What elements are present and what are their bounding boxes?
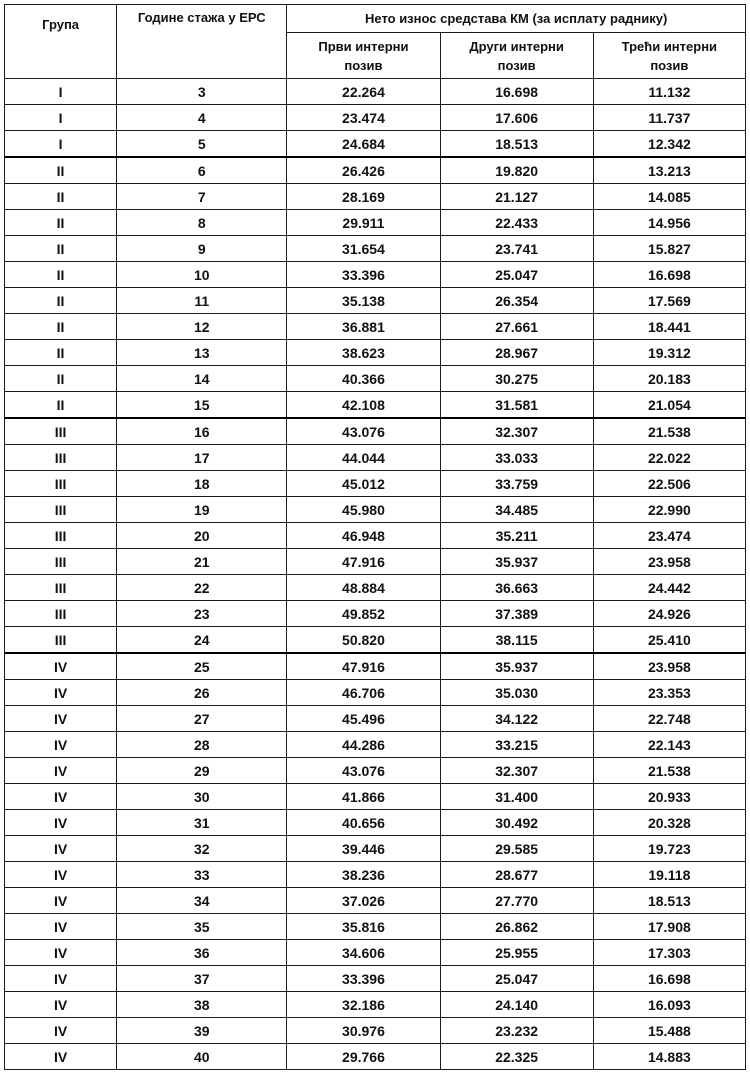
cell-group: II <box>5 236 117 262</box>
cell-first-call: 23.474 <box>287 105 440 131</box>
cell-third-call: 13.213 <box>593 157 745 184</box>
cell-third-call: 16.698 <box>593 966 745 992</box>
cell-first-call: 35.816 <box>287 914 440 940</box>
cell-years: 22 <box>117 575 287 601</box>
cell-second-call: 31.400 <box>440 784 593 810</box>
cell-years: 37 <box>117 966 287 992</box>
cell-second-call: 35.937 <box>440 653 593 680</box>
header-third-call: Трећи интерни позив <box>593 33 745 79</box>
cell-first-call: 41.866 <box>287 784 440 810</box>
cell-group: IV <box>5 836 117 862</box>
cell-first-call: 30.976 <box>287 1018 440 1044</box>
cell-second-call: 22.433 <box>440 210 593 236</box>
cell-second-call: 35.937 <box>440 549 593 575</box>
cell-third-call: 23.353 <box>593 680 745 706</box>
cell-third-call: 22.143 <box>593 732 745 758</box>
cell-second-call: 25.047 <box>440 966 593 992</box>
cell-group: II <box>5 314 117 340</box>
cell-third-call: 16.093 <box>593 992 745 1018</box>
cell-second-call: 27.661 <box>440 314 593 340</box>
cell-third-call: 20.183 <box>593 366 745 392</box>
cell-second-call: 33.759 <box>440 471 593 497</box>
table-row <box>5 836 746 862</box>
cell-third-call: 24.926 <box>593 601 745 627</box>
cell-third-call: 17.303 <box>593 940 745 966</box>
cell-years: 35 <box>117 914 287 940</box>
table-row <box>5 210 746 236</box>
cell-second-call: 33.033 <box>440 445 593 471</box>
cell-group: IV <box>5 914 117 940</box>
cell-years: 19 <box>117 497 287 523</box>
table-row <box>5 653 746 680</box>
cell-years: 31 <box>117 810 287 836</box>
cell-first-call: 43.076 <box>287 418 440 445</box>
cell-third-call: 22.022 <box>593 445 745 471</box>
cell-first-call: 44.286 <box>287 732 440 758</box>
cell-group: III <box>5 418 117 445</box>
cell-years: 9 <box>117 236 287 262</box>
cell-group: III <box>5 445 117 471</box>
cell-group: IV <box>5 966 117 992</box>
table-row <box>5 471 746 497</box>
cell-second-call: 28.967 <box>440 340 593 366</box>
cell-first-call: 47.916 <box>287 653 440 680</box>
table-row <box>5 992 746 1018</box>
cell-group: IV <box>5 784 117 810</box>
cell-third-call: 21.538 <box>593 758 745 784</box>
cell-group: I <box>5 79 117 105</box>
cell-first-call: 31.654 <box>287 236 440 262</box>
cell-years: 36 <box>117 940 287 966</box>
cell-third-call: 22.990 <box>593 497 745 523</box>
cell-first-call: 37.026 <box>287 888 440 914</box>
cell-years: 16 <box>117 418 287 445</box>
cell-second-call: 22.325 <box>440 1044 593 1070</box>
cell-years: 28 <box>117 732 287 758</box>
cell-first-call: 46.706 <box>287 680 440 706</box>
table-body <box>5 79 746 1070</box>
table-row <box>5 810 746 836</box>
cell-group: II <box>5 262 117 288</box>
table-row <box>5 366 746 392</box>
cell-third-call: 16.698 <box>593 262 745 288</box>
cell-first-call: 40.656 <box>287 810 440 836</box>
cell-first-call: 29.766 <box>287 1044 440 1070</box>
cell-second-call: 32.307 <box>440 758 593 784</box>
cell-second-call: 24.140 <box>440 992 593 1018</box>
cell-group: III <box>5 523 117 549</box>
table-row <box>5 706 746 732</box>
cell-years: 39 <box>117 1018 287 1044</box>
cell-group: III <box>5 575 117 601</box>
cell-third-call: 14.883 <box>593 1044 745 1070</box>
cell-third-call: 18.513 <box>593 888 745 914</box>
cell-years: 15 <box>117 392 287 419</box>
cell-third-call: 14.085 <box>593 184 745 210</box>
cell-group: III <box>5 627 117 654</box>
cell-years: 38 <box>117 992 287 1018</box>
cell-group: II <box>5 340 117 366</box>
cell-years: 12 <box>117 314 287 340</box>
cell-years: 33 <box>117 862 287 888</box>
table-row <box>5 236 746 262</box>
cell-first-call: 45.496 <box>287 706 440 732</box>
cell-second-call: 21.127 <box>440 184 593 210</box>
table-row <box>5 262 746 288</box>
cell-years: 20 <box>117 523 287 549</box>
cell-first-call: 47.916 <box>287 549 440 575</box>
cell-first-call: 34.606 <box>287 940 440 966</box>
cell-second-call: 33.215 <box>440 732 593 758</box>
cell-years: 13 <box>117 340 287 366</box>
table-row <box>5 627 746 654</box>
table-row <box>5 575 746 601</box>
cell-first-call: 28.169 <box>287 184 440 210</box>
cell-group: III <box>5 471 117 497</box>
cell-years: 32 <box>117 836 287 862</box>
cell-group: III <box>5 497 117 523</box>
cell-first-call: 43.076 <box>287 758 440 784</box>
header-first-call: Први интерни позив <box>287 33 440 79</box>
cell-first-call: 49.852 <box>287 601 440 627</box>
cell-years: 7 <box>117 184 287 210</box>
table-row <box>5 940 746 966</box>
cell-years: 21 <box>117 549 287 575</box>
cell-first-call: 38.623 <box>287 340 440 366</box>
cell-group: IV <box>5 706 117 732</box>
table-row <box>5 497 746 523</box>
cell-third-call: 20.328 <box>593 810 745 836</box>
table-row <box>5 392 746 419</box>
cell-group: I <box>5 131 117 158</box>
cell-third-call: 22.506 <box>593 471 745 497</box>
table-row <box>5 758 746 784</box>
cell-group: III <box>5 601 117 627</box>
cell-years: 29 <box>117 758 287 784</box>
cell-group: IV <box>5 992 117 1018</box>
header-second-call: Други интерни позив <box>440 33 593 79</box>
header-net-amount: Нето износ средстава КМ (за исплату раднику) <box>287 5 746 33</box>
table-row <box>5 418 746 445</box>
payment-table <box>4 4 746 1070</box>
cell-group: IV <box>5 1044 117 1070</box>
cell-group: IV <box>5 888 117 914</box>
table-row <box>5 549 746 575</box>
cell-third-call: 25.410 <box>593 627 745 654</box>
cell-years: 40 <box>117 1044 287 1070</box>
cell-group: II <box>5 366 117 392</box>
cell-second-call: 30.492 <box>440 810 593 836</box>
cell-second-call: 18.513 <box>440 131 593 158</box>
cell-third-call: 14.956 <box>593 210 745 236</box>
table-row <box>5 680 746 706</box>
cell-years: 18 <box>117 471 287 497</box>
cell-first-call: 24.684 <box>287 131 440 158</box>
cell-group: IV <box>5 810 117 836</box>
cell-group: II <box>5 392 117 419</box>
cell-second-call: 35.211 <box>440 523 593 549</box>
table-row <box>5 445 746 471</box>
cell-first-call: 39.446 <box>287 836 440 862</box>
cell-group: II <box>5 288 117 314</box>
table-row <box>5 157 746 184</box>
cell-first-call: 33.396 <box>287 966 440 992</box>
cell-years: 34 <box>117 888 287 914</box>
cell-years: 25 <box>117 653 287 680</box>
cell-first-call: 36.881 <box>287 314 440 340</box>
header-years: Године стажа у ЕРС <box>117 5 287 79</box>
cell-group: IV <box>5 940 117 966</box>
table-header <box>5 5 746 79</box>
cell-second-call: 23.741 <box>440 236 593 262</box>
cell-second-call: 26.354 <box>440 288 593 314</box>
cell-third-call: 11.737 <box>593 105 745 131</box>
cell-group: II <box>5 157 117 184</box>
table-row <box>5 914 746 940</box>
cell-first-call: 33.396 <box>287 262 440 288</box>
cell-third-call: 23.474 <box>593 523 745 549</box>
table-row <box>5 184 746 210</box>
cell-first-call: 44.044 <box>287 445 440 471</box>
cell-group: III <box>5 549 117 575</box>
cell-group: II <box>5 210 117 236</box>
cell-group: IV <box>5 680 117 706</box>
cell-second-call: 30.275 <box>440 366 593 392</box>
cell-first-call: 46.948 <box>287 523 440 549</box>
cell-third-call: 19.312 <box>593 340 745 366</box>
cell-first-call: 26.426 <box>287 157 440 184</box>
cell-second-call: 27.770 <box>440 888 593 914</box>
cell-third-call: 23.958 <box>593 653 745 680</box>
cell-years: 10 <box>117 262 287 288</box>
table-row <box>5 288 746 314</box>
table-row <box>5 888 746 914</box>
cell-third-call: 15.827 <box>593 236 745 262</box>
cell-second-call: 34.485 <box>440 497 593 523</box>
table-row <box>5 314 746 340</box>
table-row <box>5 340 746 366</box>
cell-group: I <box>5 105 117 131</box>
cell-group: IV <box>5 732 117 758</box>
cell-second-call: 19.820 <box>440 157 593 184</box>
cell-first-call: 38.236 <box>287 862 440 888</box>
cell-first-call: 35.138 <box>287 288 440 314</box>
cell-second-call: 28.677 <box>440 862 593 888</box>
cell-first-call: 50.820 <box>287 627 440 654</box>
table-row <box>5 1018 746 1044</box>
cell-second-call: 31.581 <box>440 392 593 419</box>
cell-second-call: 17.606 <box>440 105 593 131</box>
cell-second-call: 36.663 <box>440 575 593 601</box>
cell-first-call: 40.366 <box>287 366 440 392</box>
cell-group: II <box>5 184 117 210</box>
cell-years: 30 <box>117 784 287 810</box>
cell-group: IV <box>5 1018 117 1044</box>
table-row <box>5 131 746 158</box>
cell-third-call: 24.442 <box>593 575 745 601</box>
cell-third-call: 17.569 <box>593 288 745 314</box>
cell-years: 3 <box>117 79 287 105</box>
cell-years: 5 <box>117 131 287 158</box>
cell-third-call: 21.054 <box>593 392 745 419</box>
table-row <box>5 601 746 627</box>
cell-years: 23 <box>117 601 287 627</box>
cell-years: 14 <box>117 366 287 392</box>
cell-first-call: 48.884 <box>287 575 440 601</box>
cell-second-call: 23.232 <box>440 1018 593 1044</box>
cell-third-call: 19.723 <box>593 836 745 862</box>
cell-second-call: 25.955 <box>440 940 593 966</box>
cell-third-call: 23.958 <box>593 549 745 575</box>
cell-second-call: 26.862 <box>440 914 593 940</box>
header-group: Група <box>5 5 117 79</box>
cell-third-call: 11.132 <box>593 79 745 105</box>
table-row <box>5 732 746 758</box>
cell-first-call: 45.980 <box>287 497 440 523</box>
table-row <box>5 1044 746 1070</box>
cell-second-call: 38.115 <box>440 627 593 654</box>
cell-years: 24 <box>117 627 287 654</box>
cell-second-call: 25.047 <box>440 262 593 288</box>
cell-years: 6 <box>117 157 287 184</box>
cell-first-call: 32.186 <box>287 992 440 1018</box>
table-row <box>5 784 746 810</box>
cell-years: 8 <box>117 210 287 236</box>
cell-second-call: 32.307 <box>440 418 593 445</box>
cell-third-call: 20.933 <box>593 784 745 810</box>
cell-years: 4 <box>117 105 287 131</box>
cell-first-call: 29.911 <box>287 210 440 236</box>
cell-group: IV <box>5 758 117 784</box>
cell-second-call: 37.389 <box>440 601 593 627</box>
cell-group: IV <box>5 653 117 680</box>
cell-third-call: 12.342 <box>593 131 745 158</box>
cell-third-call: 17.908 <box>593 914 745 940</box>
table-row <box>5 966 746 992</box>
cell-first-call: 42.108 <box>287 392 440 419</box>
cell-second-call: 29.585 <box>440 836 593 862</box>
table-row <box>5 862 746 888</box>
table-row <box>5 79 746 105</box>
cell-third-call: 22.748 <box>593 706 745 732</box>
cell-third-call: 19.118 <box>593 862 745 888</box>
cell-first-call: 45.012 <box>287 471 440 497</box>
cell-third-call: 18.441 <box>593 314 745 340</box>
cell-first-call: 22.264 <box>287 79 440 105</box>
cell-second-call: 35.030 <box>440 680 593 706</box>
cell-third-call: 21.538 <box>593 418 745 445</box>
cell-second-call: 34.122 <box>440 706 593 732</box>
cell-years: 27 <box>117 706 287 732</box>
table-row <box>5 105 746 131</box>
cell-group: IV <box>5 862 117 888</box>
cell-years: 17 <box>117 445 287 471</box>
cell-years: 11 <box>117 288 287 314</box>
table-row <box>5 523 746 549</box>
cell-third-call: 15.488 <box>593 1018 745 1044</box>
cell-years: 26 <box>117 680 287 706</box>
cell-second-call: 16.698 <box>440 79 593 105</box>
